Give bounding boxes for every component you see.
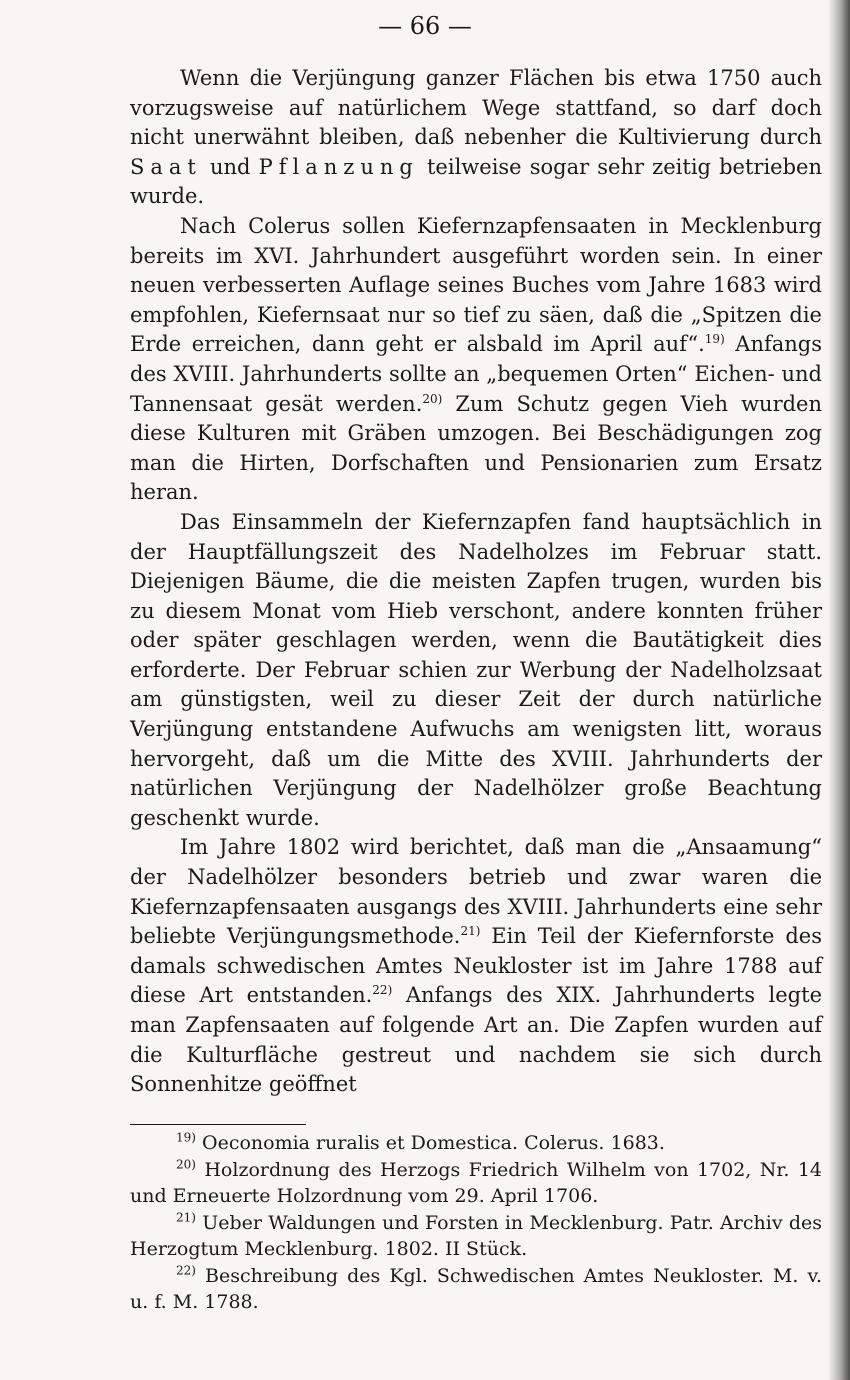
footnote-21 (130, 1210, 822, 1263)
footnote-20 (130, 1157, 822, 1210)
paragraph-3 (130, 508, 822, 834)
footnote-marker: 19) (176, 1130, 196, 1145)
footnote-text: Beschreibung des Kgl. Schwedischen Amtes Neukloster. M. v. u. f. M. 1788. (130, 1264, 822, 1313)
paragraph-4-text-b: Ein Teil der Kiefernforste des damals schwedischen Amtes Neukloster ist im Jahre 1788 auf diese Art entstanden. (130, 924, 823, 1008)
spaced-word-pflanzung: Pflanzung (258, 154, 419, 179)
paragraph-2 (130, 212, 822, 508)
paragraph-1-text-b: und (201, 154, 259, 179)
footnote-19 (130, 1130, 822, 1157)
footnote-divider (130, 1124, 306, 1125)
spaced-word-saat: Saat (130, 154, 202, 179)
paragraph-4-text-c: Anfangs des XIX. Jahrhunderts legte man Zapfensaaten auf folgende Art an. Die Zapfen wurden auf die Kulturfläche gestreut und nachdem sie sich durch Sonnenhitze geöffnet (130, 983, 822, 1097)
page-number: — 66 — (378, 12, 472, 40)
footnote-text: Ueber Waldungen und Forsten in Mecklenburg. Patr. Archiv des Herzogtum Mecklenburg. 1802. II Stück. (130, 1211, 822, 1260)
main-text (130, 64, 822, 1100)
footnote-22 (130, 1263, 822, 1316)
footnote-ref-21: 21) (460, 924, 481, 939)
footnote-marker: 21) (176, 1210, 196, 1225)
paragraph-1-text-c: teilweise sogar sehr zeitig betrieben wurde. (130, 154, 822, 209)
footnote-marker: 20) (176, 1157, 196, 1172)
paragraph-4 (130, 833, 822, 1099)
footnote-text: Holzordnung des Herzogs Friedrich Wilhelm von 1702, Nr. 14 und Erneuerte Holzordnung vom 29. April 1706. (130, 1158, 822, 1207)
footnote-ref-19: 19) (704, 332, 725, 347)
footnotes (130, 1130, 822, 1316)
footnote-marker: 22) (176, 1263, 196, 1278)
footnote-ref-20: 20) (422, 391, 443, 406)
paragraph-2-text-a: Nach Colerus sollen Kiefernzapfensaaten in Mecklenburg bereits im XVI. Jahrhundert ausgeführt worden sein. In einer neuen verbesserten Auflage seines Buches vom Jahre 1683 wird empfohlen, Kiefernsaat nur so tief zu säen, daß die „Spitzen die Erde erreichen, dann geht er alsbald im April auf“. (130, 213, 822, 357)
footnote-ref-22: 22) (372, 983, 393, 998)
paragraph-4-text-a: Im Jahre 1802 wird berichtet, daß man die „Ansaamung“ der Nadelhölzer besonders betrieb und zwar waren die Kiefernzapfensaaten ausgangs des XVIII. Jahrhunderts eine sehr beliebte Verjüngungsmethode. (130, 835, 822, 949)
paragraph-1 (130, 64, 822, 212)
footnote-text: Oeconomia ruralis et Domestica. Colerus. 1683. (195, 1132, 665, 1154)
paragraph-2-text-c: Zum Schutz gegen Vieh wurden diese Kulturen mit Gräben umzogen. Bei Beschädigungen zog man die Hirten, Dorfschaften und Pensionarien zum Ersatz heran. (130, 391, 823, 505)
scan-edge-shadow (828, 0, 850, 1380)
paragraph-1-text-a: Wenn die Verjüngung ganzer Flächen bis etwa 1750 auch vorzugsweise auf natürlichem Wege stattfand, so darf doch nicht unerwähnt bleiben, daß nebenher die Kultivierung durch (130, 66, 822, 150)
paragraph-3-text: Das Einsammeln der Kiefernzapfen fand hauptsächlich in der Hauptfällungszeit des Nadelholzes im Februar statt. Diejenigen Bäume, die die meisten Zapfen trugen, wurden bis zu diesem Monat vom Hieb verschont, andere konnten früher oder später geschlagen werden, wenn die Bautätigkeit dies erforderte. Der Februar schien zur Werbung der Nadelholzsaat am günstigsten, weil zu dieser Zeit der durch natürliche Verjüngung entstandene Aufwuchs am wenigsten litt, woraus hervorgeht, daß um die Mitte des XVIII. Jahrhunderts der natürlichen Verjüngung der Nadelhölzer große Beachtung geschenkt wurde. (130, 509, 822, 830)
paragraph-2-text-b: Anfangs des XVIII. Jahrhunderts sollte an „bequemen Orten“ Eichen- und Tannensaat gesät werden. (130, 332, 823, 416)
